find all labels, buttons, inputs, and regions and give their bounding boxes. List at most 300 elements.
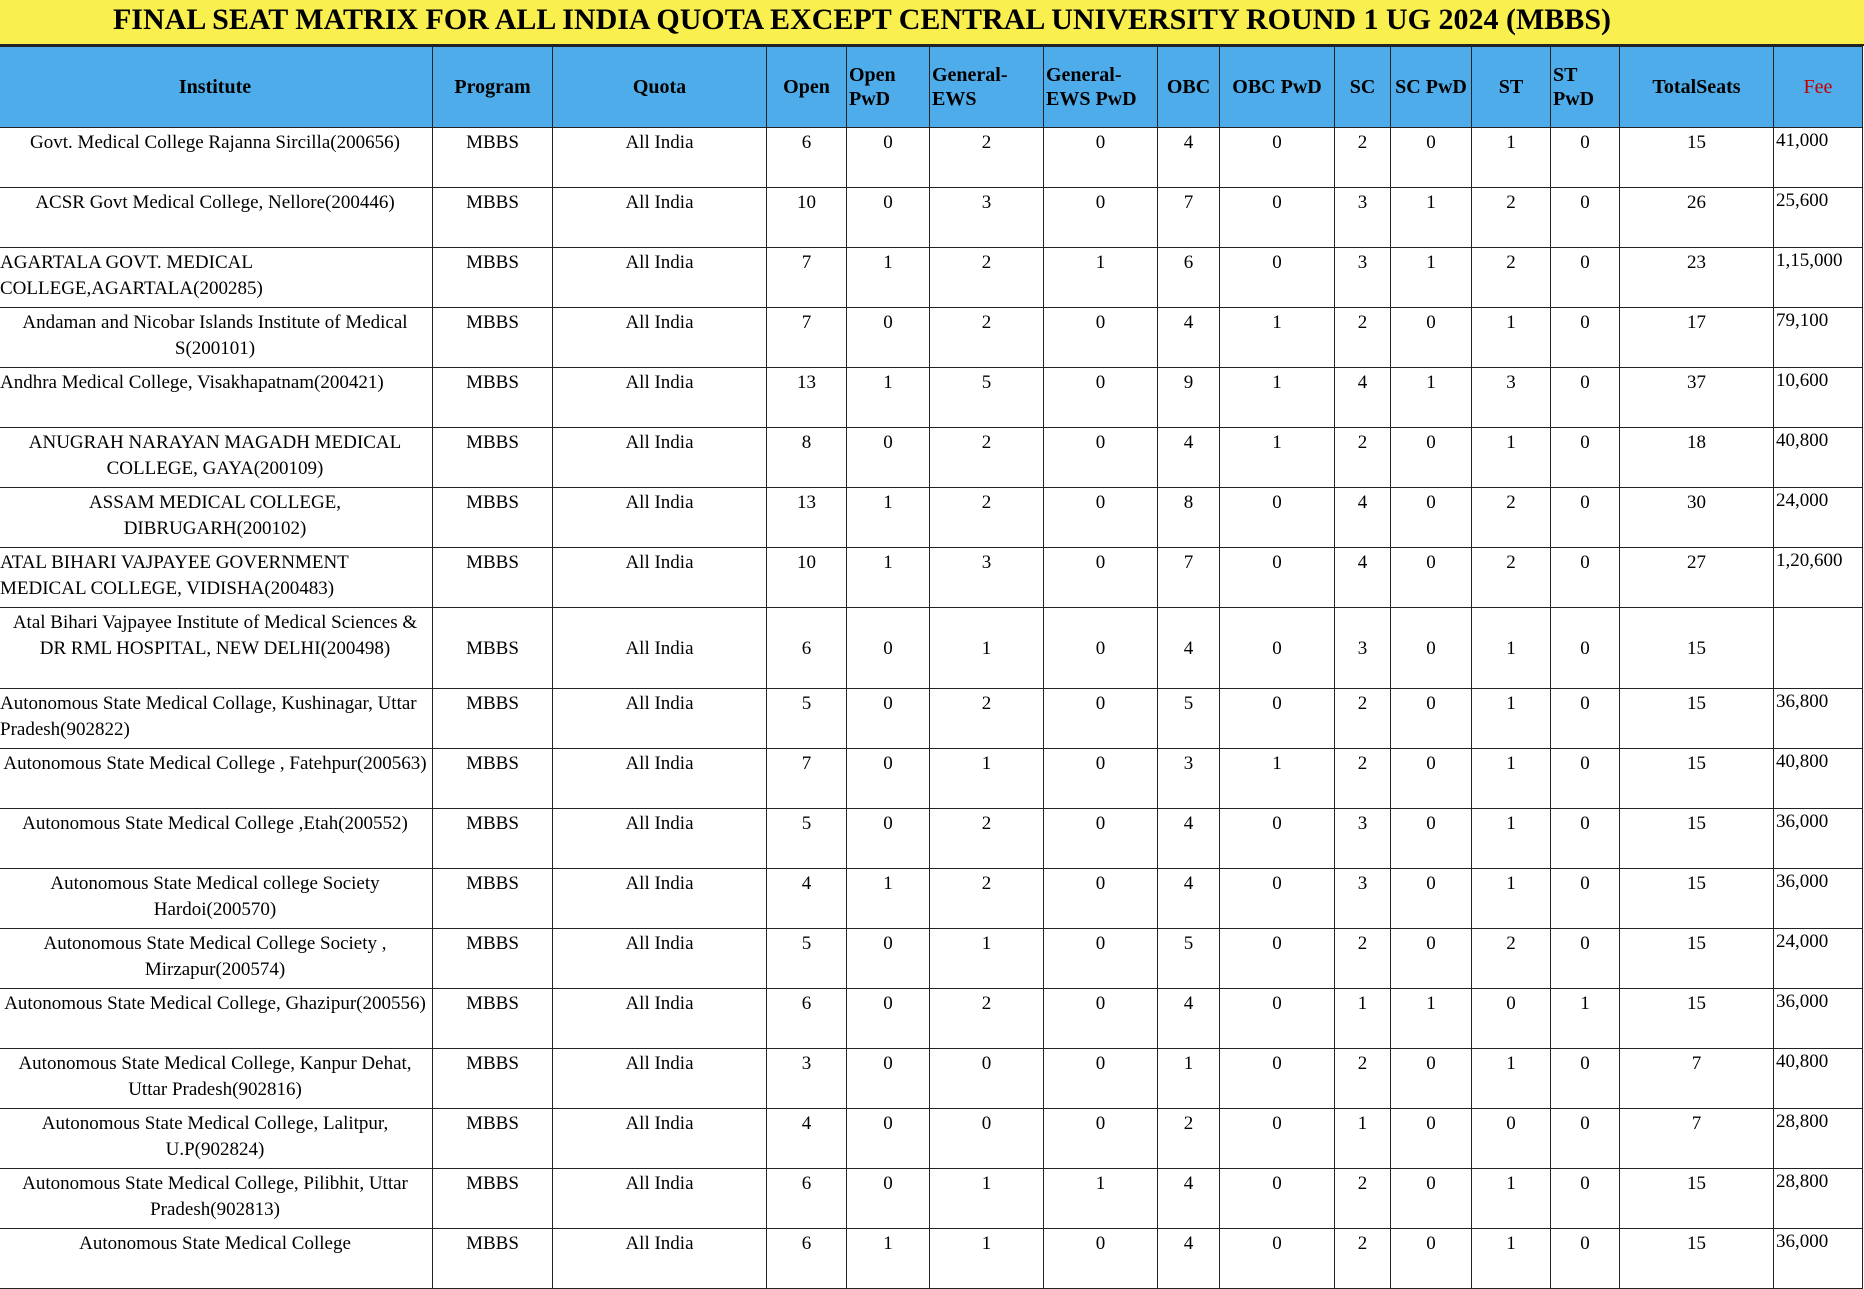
page-title-banner bbox=[0, 0, 1864, 46]
cell-general-ews-pwd: 0 bbox=[1044, 368, 1158, 428]
table-row bbox=[0, 749, 1863, 809]
cell-obc: 5 bbox=[1158, 689, 1220, 749]
cell-open-pwd: 1 bbox=[847, 548, 930, 608]
cell-sc-pwd: 0 bbox=[1391, 608, 1472, 689]
cell-quota: All India bbox=[553, 428, 767, 488]
cell-obc-pwd: 0 bbox=[1220, 869, 1335, 929]
cell-quota: All India bbox=[553, 248, 767, 308]
cell-open: 6 bbox=[767, 1169, 847, 1229]
cell-sc: 3 bbox=[1335, 869, 1391, 929]
cell-sc-pwd: 0 bbox=[1391, 689, 1472, 749]
cell-st: 1 bbox=[1472, 1229, 1551, 1289]
cell-general-ews-pwd: 0 bbox=[1044, 989, 1158, 1049]
col-header-st-pwd: ST PwD bbox=[1551, 47, 1620, 128]
cell-obc: 4 bbox=[1158, 608, 1220, 689]
cell-open: 8 bbox=[767, 428, 847, 488]
cell-total-seats: 15 bbox=[1620, 689, 1774, 749]
cell-general-ews-pwd: 0 bbox=[1044, 869, 1158, 929]
cell-sc: 1 bbox=[1335, 1109, 1391, 1169]
cell-sc: 3 bbox=[1335, 809, 1391, 869]
cell-st: 1 bbox=[1472, 428, 1551, 488]
cell-open: 10 bbox=[767, 548, 847, 608]
cell-sc: 4 bbox=[1335, 368, 1391, 428]
cell-st: 1 bbox=[1472, 128, 1551, 188]
cell-st-pwd: 0 bbox=[1551, 929, 1620, 989]
cell-st: 2 bbox=[1472, 929, 1551, 989]
cell-general-ews: 1 bbox=[930, 608, 1044, 689]
cell-institute: Atal Bihari Vajpayee Institute of Medical Sciences & DR RML HOSPITAL, NEW DELHI(200498) bbox=[0, 608, 433, 689]
cell-fee: 36,800 bbox=[1774, 689, 1863, 749]
cell-obc-pwd: 0 bbox=[1220, 989, 1335, 1049]
cell-general-ews: 2 bbox=[930, 248, 1044, 308]
cell-obc-pwd: 0 bbox=[1220, 809, 1335, 869]
cell-open-pwd: 0 bbox=[847, 128, 930, 188]
cell-open-pwd: 1 bbox=[847, 368, 930, 428]
cell-sc-pwd: 1 bbox=[1391, 248, 1472, 308]
cell-open-pwd: 1 bbox=[847, 248, 930, 308]
cell-quota: All India bbox=[553, 869, 767, 929]
cell-open: 7 bbox=[767, 248, 847, 308]
cell-st-pwd: 0 bbox=[1551, 809, 1620, 869]
cell-general-ews: 1 bbox=[930, 1169, 1044, 1229]
cell-open: 6 bbox=[767, 989, 847, 1049]
cell-program: MBBS bbox=[433, 1229, 553, 1289]
cell-open-pwd: 0 bbox=[847, 1109, 930, 1169]
cell-st: 0 bbox=[1472, 1109, 1551, 1169]
cell-fee: 40,800 bbox=[1774, 749, 1863, 809]
cell-obc-pwd: 0 bbox=[1220, 1049, 1335, 1109]
table-row bbox=[0, 128, 1863, 188]
cell-general-ews: 2 bbox=[930, 809, 1044, 869]
cell-open-pwd: 0 bbox=[847, 989, 930, 1049]
cell-st-pwd: 0 bbox=[1551, 248, 1620, 308]
cell-general-ews-pwd: 0 bbox=[1044, 1049, 1158, 1109]
cell-total-seats: 15 bbox=[1620, 1229, 1774, 1289]
cell-sc: 1 bbox=[1335, 989, 1391, 1049]
page-title: FINAL SEAT MATRIX FOR ALL INDIA QUOTA EXCEPT CENTRAL UNIVERSITY ROUND 1 UG 2024 (MBBS) bbox=[112, 3, 1611, 36]
cell-quota: All India bbox=[553, 368, 767, 428]
cell-sc: 3 bbox=[1335, 608, 1391, 689]
cell-obc-pwd: 0 bbox=[1220, 188, 1335, 248]
cell-general-ews: 2 bbox=[930, 128, 1044, 188]
cell-quota: All India bbox=[553, 308, 767, 368]
cell-open: 6 bbox=[767, 1229, 847, 1289]
cell-obc: 4 bbox=[1158, 809, 1220, 869]
cell-quota: All India bbox=[553, 1229, 767, 1289]
table-row bbox=[0, 1169, 1863, 1229]
cell-total-seats: 18 bbox=[1620, 428, 1774, 488]
cell-program: MBBS bbox=[433, 548, 553, 608]
cell-open: 5 bbox=[767, 689, 847, 749]
cell-total-seats: 15 bbox=[1620, 989, 1774, 1049]
cell-sc-pwd: 0 bbox=[1391, 1109, 1472, 1169]
cell-obc-pwd: 0 bbox=[1220, 548, 1335, 608]
cell-general-ews-pwd: 0 bbox=[1044, 608, 1158, 689]
cell-st-pwd: 0 bbox=[1551, 308, 1620, 368]
cell-general-ews-pwd: 0 bbox=[1044, 929, 1158, 989]
cell-program: MBBS bbox=[433, 809, 553, 869]
cell-obc-pwd: 0 bbox=[1220, 1169, 1335, 1229]
cell-st: 1 bbox=[1472, 608, 1551, 689]
cell-program: MBBS bbox=[433, 749, 553, 809]
cell-sc: 2 bbox=[1335, 749, 1391, 809]
table-row bbox=[0, 488, 1863, 548]
cell-program: MBBS bbox=[433, 428, 553, 488]
cell-st: 2 bbox=[1472, 188, 1551, 248]
cell-institute: AGARTALA GOVT. MEDICAL COLLEGE,AGARTALA(200285) bbox=[0, 248, 433, 308]
cell-open-pwd: 1 bbox=[847, 869, 930, 929]
cell-open: 7 bbox=[767, 749, 847, 809]
cell-sc-pwd: 1 bbox=[1391, 989, 1472, 1049]
cell-open: 4 bbox=[767, 869, 847, 929]
cell-total-seats: 17 bbox=[1620, 308, 1774, 368]
cell-st-pwd: 0 bbox=[1551, 188, 1620, 248]
col-header-institute: Institute bbox=[0, 47, 433, 128]
cell-st-pwd: 0 bbox=[1551, 1169, 1620, 1229]
cell-st-pwd: 0 bbox=[1551, 869, 1620, 929]
table-row bbox=[0, 368, 1863, 428]
cell-general-ews-pwd: 0 bbox=[1044, 188, 1158, 248]
cell-quota: All India bbox=[553, 929, 767, 989]
cell-general-ews: 2 bbox=[930, 488, 1044, 548]
cell-program: MBBS bbox=[433, 989, 553, 1049]
cell-obc: 6 bbox=[1158, 248, 1220, 308]
cell-fee: 36,000 bbox=[1774, 1229, 1863, 1289]
cell-open: 6 bbox=[767, 608, 847, 689]
cell-program: MBBS bbox=[433, 608, 553, 689]
cell-program: MBBS bbox=[433, 128, 553, 188]
cell-obc: 4 bbox=[1158, 989, 1220, 1049]
cell-institute: Autonomous State Medical College Society , Mirzapur(200574) bbox=[0, 929, 433, 989]
cell-obc-pwd: 1 bbox=[1220, 749, 1335, 809]
cell-general-ews-pwd: 0 bbox=[1044, 548, 1158, 608]
cell-institute: ASSAM MEDICAL COLLEGE, DIBRUGARH(200102) bbox=[0, 488, 433, 548]
cell-fee: 28,800 bbox=[1774, 1109, 1863, 1169]
cell-program: MBBS bbox=[433, 689, 553, 749]
cell-st: 1 bbox=[1472, 308, 1551, 368]
cell-sc: 3 bbox=[1335, 248, 1391, 308]
cell-st-pwd: 0 bbox=[1551, 689, 1620, 749]
cell-quota: All India bbox=[553, 989, 767, 1049]
cell-institute: Autonomous State Medical college Society Hardoi(200570) bbox=[0, 869, 433, 929]
table-row bbox=[0, 608, 1863, 689]
cell-institute: Andaman and Nicobar Islands Institute of Medical S(200101) bbox=[0, 308, 433, 368]
cell-open: 7 bbox=[767, 308, 847, 368]
cell-obc-pwd: 0 bbox=[1220, 1229, 1335, 1289]
cell-obc: 7 bbox=[1158, 188, 1220, 248]
cell-sc: 2 bbox=[1335, 308, 1391, 368]
cell-program: MBBS bbox=[433, 1169, 553, 1229]
cell-general-ews-pwd: 1 bbox=[1044, 1169, 1158, 1229]
cell-general-ews: 2 bbox=[930, 308, 1044, 368]
cell-obc: 4 bbox=[1158, 428, 1220, 488]
cell-st-pwd: 1 bbox=[1551, 989, 1620, 1049]
cell-fee: 24,000 bbox=[1774, 929, 1863, 989]
cell-st-pwd: 0 bbox=[1551, 548, 1620, 608]
table-row bbox=[0, 548, 1863, 608]
cell-sc: 4 bbox=[1335, 548, 1391, 608]
table-row bbox=[0, 308, 1863, 368]
cell-st: 0 bbox=[1472, 989, 1551, 1049]
cell-total-seats: 26 bbox=[1620, 188, 1774, 248]
cell-open: 13 bbox=[767, 368, 847, 428]
cell-obc: 9 bbox=[1158, 368, 1220, 428]
cell-open-pwd: 0 bbox=[847, 308, 930, 368]
col-header-st: ST bbox=[1472, 47, 1551, 128]
cell-open: 4 bbox=[767, 1109, 847, 1169]
col-header-program: Program bbox=[433, 47, 553, 128]
cell-open: 13 bbox=[767, 488, 847, 548]
cell-open-pwd: 0 bbox=[847, 689, 930, 749]
cell-st: 3 bbox=[1472, 368, 1551, 428]
cell-obc-pwd: 0 bbox=[1220, 488, 1335, 548]
cell-institute: ACSR Govt Medical College, Nellore(200446) bbox=[0, 188, 433, 248]
cell-obc: 2 bbox=[1158, 1109, 1220, 1169]
cell-total-seats: 7 bbox=[1620, 1109, 1774, 1169]
cell-total-seats: 15 bbox=[1620, 749, 1774, 809]
cell-st-pwd: 0 bbox=[1551, 428, 1620, 488]
cell-total-seats: 15 bbox=[1620, 929, 1774, 989]
cell-general-ews: 2 bbox=[930, 989, 1044, 1049]
cell-obc: 1 bbox=[1158, 1049, 1220, 1109]
table-row bbox=[0, 248, 1863, 308]
cell-sc: 2 bbox=[1335, 1169, 1391, 1229]
cell-total-seats: 15 bbox=[1620, 608, 1774, 689]
cell-institute: Autonomous State Medical College, Ghazipur(200556) bbox=[0, 989, 433, 1049]
cell-total-seats: 15 bbox=[1620, 1169, 1774, 1229]
cell-st: 1 bbox=[1472, 1169, 1551, 1229]
cell-general-ews-pwd: 0 bbox=[1044, 749, 1158, 809]
cell-obc-pwd: 1 bbox=[1220, 428, 1335, 488]
cell-open: 5 bbox=[767, 929, 847, 989]
cell-institute: Autonomous State Medical Collage, Kushinagar, Uttar Pradesh(902822) bbox=[0, 689, 433, 749]
col-header-general-ews-pwd: General-EWS PwD bbox=[1044, 47, 1158, 128]
cell-program: MBBS bbox=[433, 188, 553, 248]
cell-st: 1 bbox=[1472, 809, 1551, 869]
cell-sc: 2 bbox=[1335, 929, 1391, 989]
cell-fee bbox=[1774, 608, 1863, 689]
cell-obc: 7 bbox=[1158, 548, 1220, 608]
cell-fee: 36,000 bbox=[1774, 809, 1863, 869]
col-header-general-ews: General-EWS bbox=[930, 47, 1044, 128]
cell-quota: All India bbox=[553, 488, 767, 548]
cell-quota: All India bbox=[553, 608, 767, 689]
cell-quota: All India bbox=[553, 689, 767, 749]
cell-open-pwd: 1 bbox=[847, 1229, 930, 1289]
table-row bbox=[0, 188, 1863, 248]
cell-sc-pwd: 0 bbox=[1391, 1049, 1472, 1109]
cell-institute: Andhra Medical College, Visakhapatnam(200421) bbox=[0, 368, 433, 428]
cell-obc: 5 bbox=[1158, 929, 1220, 989]
cell-institute: Autonomous State Medical College , Fatehpur(200563) bbox=[0, 749, 433, 809]
cell-sc-pwd: 0 bbox=[1391, 128, 1472, 188]
cell-institute: Autonomous State Medical College, Pilibhit, Uttar Pradesh(902813) bbox=[0, 1169, 433, 1229]
cell-general-ews: 3 bbox=[930, 548, 1044, 608]
cell-st-pwd: 0 bbox=[1551, 749, 1620, 809]
table-row bbox=[0, 1049, 1863, 1109]
cell-obc: 4 bbox=[1158, 1169, 1220, 1229]
cell-st-pwd: 0 bbox=[1551, 608, 1620, 689]
table-row bbox=[0, 929, 1863, 989]
cell-general-ews-pwd: 0 bbox=[1044, 308, 1158, 368]
cell-st: 1 bbox=[1472, 869, 1551, 929]
cell-open-pwd: 0 bbox=[847, 608, 930, 689]
cell-sc-pwd: 0 bbox=[1391, 548, 1472, 608]
cell-general-ews-pwd: 0 bbox=[1044, 428, 1158, 488]
table-row bbox=[0, 809, 1863, 869]
cell-fee: 36,000 bbox=[1774, 869, 1863, 929]
cell-general-ews: 3 bbox=[930, 188, 1044, 248]
cell-sc-pwd: 1 bbox=[1391, 368, 1472, 428]
col-header-quota: Quota bbox=[553, 47, 767, 128]
cell-fee: 10,600 bbox=[1774, 368, 1863, 428]
cell-general-ews: 5 bbox=[930, 368, 1044, 428]
cell-open: 10 bbox=[767, 188, 847, 248]
cell-quota: All India bbox=[553, 1049, 767, 1109]
cell-sc-pwd: 0 bbox=[1391, 1169, 1472, 1229]
cell-sc-pwd: 0 bbox=[1391, 809, 1472, 869]
cell-general-ews: 2 bbox=[930, 869, 1044, 929]
cell-general-ews-pwd: 0 bbox=[1044, 1109, 1158, 1169]
cell-sc: 3 bbox=[1335, 188, 1391, 248]
cell-st-pwd: 0 bbox=[1551, 1109, 1620, 1169]
cell-fee: 1,20,600 bbox=[1774, 548, 1863, 608]
table-row bbox=[0, 689, 1863, 749]
cell-general-ews: 2 bbox=[930, 428, 1044, 488]
cell-program: MBBS bbox=[433, 869, 553, 929]
cell-institute: ANUGRAH NARAYAN MAGADH MEDICAL COLLEGE, GAYA(200109) bbox=[0, 428, 433, 488]
cell-obc-pwd: 0 bbox=[1220, 248, 1335, 308]
cell-sc-pwd: 0 bbox=[1391, 929, 1472, 989]
table-row bbox=[0, 869, 1863, 929]
cell-program: MBBS bbox=[433, 1109, 553, 1169]
cell-total-seats: 27 bbox=[1620, 548, 1774, 608]
cell-obc-pwd: 0 bbox=[1220, 929, 1335, 989]
cell-quota: All India bbox=[553, 1109, 767, 1169]
cell-obc-pwd: 1 bbox=[1220, 368, 1335, 428]
cell-st-pwd: 0 bbox=[1551, 128, 1620, 188]
cell-obc: 8 bbox=[1158, 488, 1220, 548]
cell-obc: 4 bbox=[1158, 869, 1220, 929]
cell-sc-pwd: 0 bbox=[1391, 749, 1472, 809]
header-row bbox=[0, 47, 1863, 128]
cell-general-ews: 0 bbox=[930, 1049, 1044, 1109]
cell-sc-pwd: 0 bbox=[1391, 1229, 1472, 1289]
cell-institute: Autonomous State Medical College, Lalitpur, U.P(902824) bbox=[0, 1109, 433, 1169]
cell-fee: 40,800 bbox=[1774, 1049, 1863, 1109]
cell-general-ews-pwd: 0 bbox=[1044, 128, 1158, 188]
cell-open-pwd: 0 bbox=[847, 929, 930, 989]
cell-open: 6 bbox=[767, 128, 847, 188]
cell-open-pwd: 0 bbox=[847, 809, 930, 869]
cell-sc: 2 bbox=[1335, 128, 1391, 188]
cell-quota: All India bbox=[553, 1169, 767, 1229]
cell-general-ews: 2 bbox=[930, 689, 1044, 749]
cell-program: MBBS bbox=[433, 308, 553, 368]
col-header-fee: Fee bbox=[1774, 47, 1863, 128]
cell-fee: 40,800 bbox=[1774, 428, 1863, 488]
cell-quota: All India bbox=[553, 188, 767, 248]
cell-general-ews-pwd: 0 bbox=[1044, 1229, 1158, 1289]
cell-fee: 28,800 bbox=[1774, 1169, 1863, 1229]
cell-fee: 36,000 bbox=[1774, 989, 1863, 1049]
cell-total-seats: 23 bbox=[1620, 248, 1774, 308]
col-header-total-seats: TotalSeats bbox=[1620, 47, 1774, 128]
cell-sc-pwd: 0 bbox=[1391, 308, 1472, 368]
cell-st: 1 bbox=[1472, 689, 1551, 749]
cell-program: MBBS bbox=[433, 368, 553, 428]
col-header-sc-pwd: SC PwD bbox=[1391, 47, 1472, 128]
cell-program: MBBS bbox=[433, 488, 553, 548]
cell-sc: 4 bbox=[1335, 488, 1391, 548]
cell-obc: 4 bbox=[1158, 308, 1220, 368]
col-header-sc: SC bbox=[1335, 47, 1391, 128]
cell-sc: 2 bbox=[1335, 1049, 1391, 1109]
cell-st-pwd: 0 bbox=[1551, 488, 1620, 548]
cell-fee: 41,000 bbox=[1774, 128, 1863, 188]
cell-sc: 2 bbox=[1335, 689, 1391, 749]
cell-fee: 1,15,000 bbox=[1774, 248, 1863, 308]
table-row bbox=[0, 989, 1863, 1049]
cell-open-pwd: 0 bbox=[847, 1169, 930, 1229]
cell-total-seats: 15 bbox=[1620, 869, 1774, 929]
cell-quota: All India bbox=[553, 809, 767, 869]
cell-general-ews: 1 bbox=[930, 1229, 1044, 1289]
cell-program: MBBS bbox=[433, 929, 553, 989]
cell-obc: 4 bbox=[1158, 1229, 1220, 1289]
cell-st: 1 bbox=[1472, 1049, 1551, 1109]
cell-open-pwd: 0 bbox=[847, 749, 930, 809]
cell-quota: All India bbox=[553, 128, 767, 188]
cell-open: 5 bbox=[767, 809, 847, 869]
cell-program: MBBS bbox=[433, 1049, 553, 1109]
cell-obc-pwd: 0 bbox=[1220, 1109, 1335, 1169]
cell-total-seats: 7 bbox=[1620, 1049, 1774, 1109]
cell-sc-pwd: 0 bbox=[1391, 428, 1472, 488]
seat-matrix-table bbox=[0, 46, 1863, 1289]
cell-general-ews: 1 bbox=[930, 929, 1044, 989]
cell-quota: All India bbox=[553, 548, 767, 608]
table-row bbox=[0, 1229, 1863, 1289]
cell-obc-pwd: 0 bbox=[1220, 689, 1335, 749]
cell-institute: Autonomous State Medical College ,Etah(200552) bbox=[0, 809, 433, 869]
cell-fee: 79,100 bbox=[1774, 308, 1863, 368]
cell-fee: 25,600 bbox=[1774, 188, 1863, 248]
cell-obc: 4 bbox=[1158, 128, 1220, 188]
cell-obc-pwd: 0 bbox=[1220, 128, 1335, 188]
col-header-obc: OBC bbox=[1158, 47, 1220, 128]
cell-institute: Autonomous State Medical College bbox=[0, 1229, 433, 1289]
cell-open: 3 bbox=[767, 1049, 847, 1109]
table-row bbox=[0, 1109, 1863, 1169]
col-header-open-pwd: Open PwD bbox=[847, 47, 930, 128]
cell-quota: All India bbox=[553, 749, 767, 809]
cell-institute: Govt. Medical College Rajanna Sircilla(200656) bbox=[0, 128, 433, 188]
cell-institute: ATAL BIHARI VAJPAYEE GOVERNMENT MEDICAL COLLEGE, VIDISHA(200483) bbox=[0, 548, 433, 608]
cell-general-ews: 0 bbox=[930, 1109, 1044, 1169]
cell-total-seats: 15 bbox=[1620, 809, 1774, 869]
cell-general-ews-pwd: 0 bbox=[1044, 809, 1158, 869]
col-header-open: Open bbox=[767, 47, 847, 128]
cell-obc-pwd: 1 bbox=[1220, 308, 1335, 368]
cell-st: 2 bbox=[1472, 248, 1551, 308]
cell-sc-pwd: 1 bbox=[1391, 188, 1472, 248]
col-header-obc-pwd: OBC PwD bbox=[1220, 47, 1335, 128]
cell-st-pwd: 0 bbox=[1551, 1229, 1620, 1289]
cell-open-pwd: 1 bbox=[847, 488, 930, 548]
cell-st: 2 bbox=[1472, 548, 1551, 608]
cell-st-pwd: 0 bbox=[1551, 368, 1620, 428]
